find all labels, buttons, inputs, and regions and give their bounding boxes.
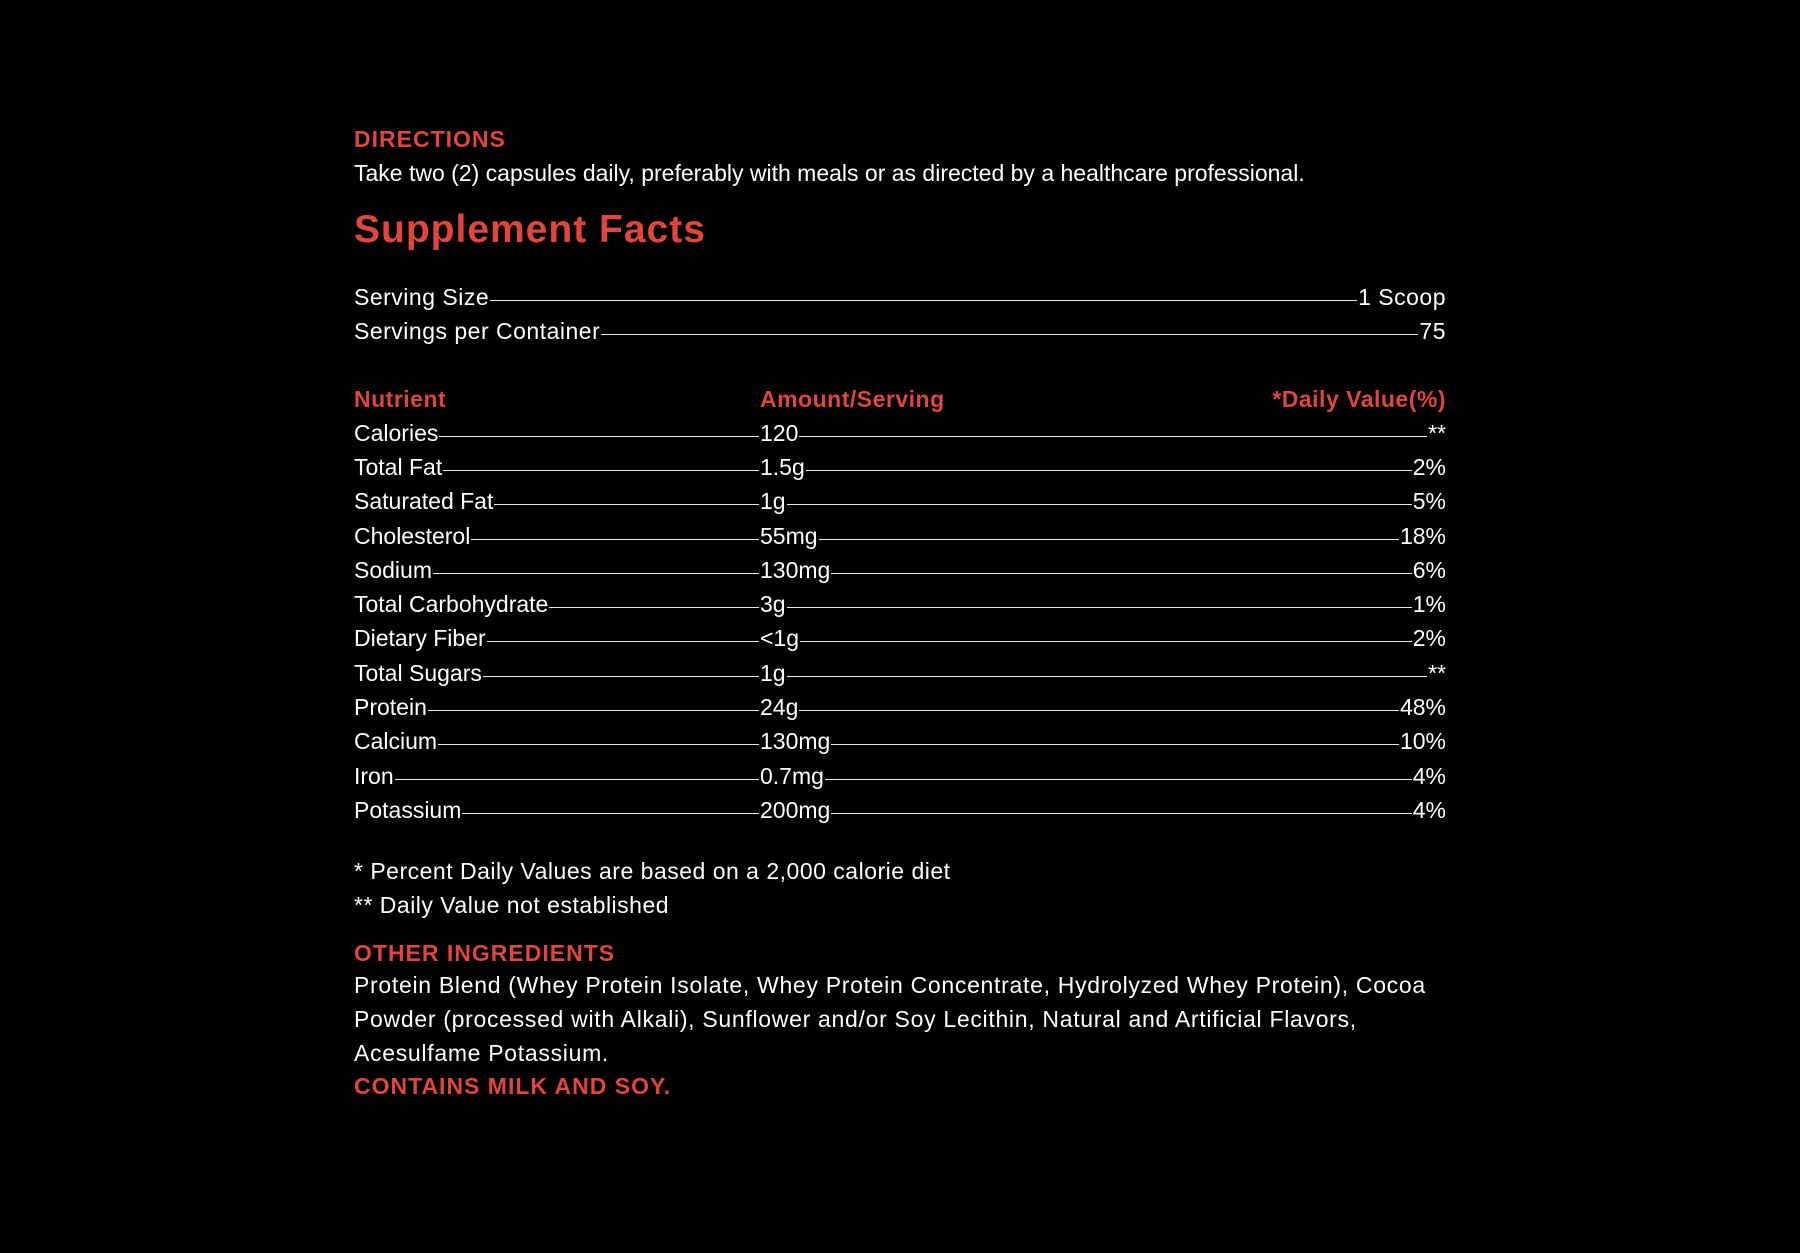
nutrient-daily-value: 4%: [1412, 762, 1446, 789]
nutrient-daily-value: 1%: [1412, 591, 1446, 618]
leader-line: [443, 470, 759, 471]
serving-size-label: Serving Size: [354, 283, 490, 310]
nutrient-daily-value: 2%: [1412, 453, 1446, 480]
other-ingredients-text: Protein Blend (Whey Protein Isolate, Whey Protein Concentrate, Hydrolyzed Whey Protein), Cocoa Powder (processed with Alkali), Sunflower and/or Soy Lecithin, Natural and Artificial Flavors, Acesulfame Potassium.: [354, 971, 1426, 1066]
nutrient-row: [354, 485, 1446, 519]
nutrient-row: [354, 793, 1446, 827]
leader-line: [471, 539, 759, 540]
nutrient-name: Protein: [354, 694, 427, 721]
nutrient-row: [354, 622, 1446, 656]
supplement-label-panel: [354, 124, 1446, 1102]
leader-line: [787, 676, 1428, 677]
other-ingredients-heading: OTHER INGREDIENTS: [354, 939, 616, 966]
nutrient-amount: 1.5g: [760, 453, 805, 480]
leader-line: [490, 300, 1357, 301]
header-amount: Amount/Serving: [760, 385, 945, 412]
leader-line: [428, 710, 759, 711]
servings-per-container-row: [354, 314, 1446, 348]
nutrient-row: [354, 553, 1446, 587]
nutrient-row: [354, 759, 1446, 793]
nutrient-table: [354, 382, 1446, 828]
nutrient-daily-value: 6%: [1412, 556, 1446, 583]
nutrient-name: Calcium: [354, 728, 438, 755]
nutrient-amount: 130mg: [760, 556, 831, 583]
leader-line: [799, 710, 1399, 711]
leader-line: [439, 436, 759, 437]
other-ingredients: [354, 938, 1446, 1102]
nutrient-name: Total Sugars: [354, 659, 482, 686]
nutrient-daily-value: 18%: [1399, 522, 1446, 549]
header-nutrient: Nutrient: [354, 385, 447, 412]
leader-line: [483, 676, 759, 677]
leader-line: [787, 504, 1412, 505]
nutrient-daily-value: 10%: [1399, 728, 1446, 755]
leader-line: [831, 813, 1411, 814]
leader-line: [549, 607, 759, 608]
nutrient-name: Total Fat: [354, 453, 443, 480]
servings-per-container-label: Servings per Container: [354, 317, 601, 344]
nutrient-name: Dietary Fiber: [354, 625, 486, 652]
nutrient-name: Total Carbohydrate: [354, 591, 549, 618]
serving-info: [354, 280, 1446, 348]
directions-text: Take two (2) capsules daily, preferably with meals or as directed by a healthcare professional.: [354, 160, 1305, 186]
nutrient-name: Potassium: [354, 796, 462, 823]
leader-line: [462, 813, 759, 814]
nutrient-amount: 3g: [760, 591, 786, 618]
directions-heading: DIRECTIONS: [354, 126, 506, 152]
nutrient-amount: 55mg: [760, 522, 818, 549]
leader-line: [601, 334, 1418, 335]
nutrient-row: [354, 587, 1446, 621]
leader-line: [800, 641, 1412, 642]
leader-line: [831, 573, 1411, 574]
servings-per-container-value: 75: [1419, 317, 1446, 344]
nutrient-name: Iron: [354, 762, 394, 789]
leader-line: [787, 607, 1412, 608]
footnote-percent-dv: * Percent Daily Values are based on a 2,000 calorie diet: [354, 857, 951, 884]
nutrient-daily-value: 48%: [1399, 694, 1446, 721]
nutrient-row: [354, 690, 1446, 724]
allergen-statement: CONTAINS MILK AND SOY.: [354, 1072, 672, 1099]
footnotes: [354, 854, 1446, 922]
nutrient-amount: 0.7mg: [760, 762, 824, 789]
nutrient-daily-value: 2%: [1412, 625, 1446, 652]
header-daily-value: *Daily Value(%): [1272, 385, 1446, 412]
nutrient-daily-value: **: [1428, 419, 1446, 446]
nutrient-amount: 1g: [760, 659, 786, 686]
nutrient-table-header: [354, 382, 1446, 416]
nutrient-daily-value: **: [1428, 659, 1446, 686]
leader-line: [438, 744, 759, 745]
leader-line: [819, 539, 1399, 540]
nutrient-rows: [354, 416, 1446, 828]
nutrient-amount: 24g: [760, 694, 799, 721]
nutrient-daily-value: 5%: [1412, 488, 1446, 515]
leader-line: [494, 504, 759, 505]
leader-line: [395, 779, 759, 780]
footnote-not-established: ** Daily Value not established: [354, 891, 670, 918]
nutrient-name: Calories: [354, 419, 439, 446]
nutrient-amount: 130mg: [760, 728, 831, 755]
nutrient-row: [354, 519, 1446, 553]
nutrient-row: [354, 656, 1446, 690]
leader-line: [806, 470, 1412, 471]
leader-line: [799, 436, 1427, 437]
leader-line: [825, 779, 1412, 780]
nutrient-amount: 200mg: [760, 796, 831, 823]
nutrient-amount: 120: [760, 419, 799, 446]
nutrient-name: Sodium: [354, 556, 432, 583]
nutrient-name: Cholesterol: [354, 522, 471, 549]
nutrient-name: Saturated Fat: [354, 488, 494, 515]
nutrient-amount: 1g: [760, 488, 786, 515]
leader-line: [487, 641, 759, 642]
leader-line: [433, 573, 759, 574]
nutrient-row: [354, 416, 1446, 450]
nutrient-daily-value: 4%: [1412, 796, 1446, 823]
nutrient-amount: <1g: [760, 625, 800, 652]
leader-line: [831, 744, 1399, 745]
nutrient-row: [354, 725, 1446, 759]
supplement-facts-title: Supplement Facts: [354, 208, 706, 251]
serving-size-row: [354, 280, 1446, 314]
nutrient-row: [354, 450, 1446, 484]
serving-size-value: 1 Scoop: [1358, 283, 1446, 310]
